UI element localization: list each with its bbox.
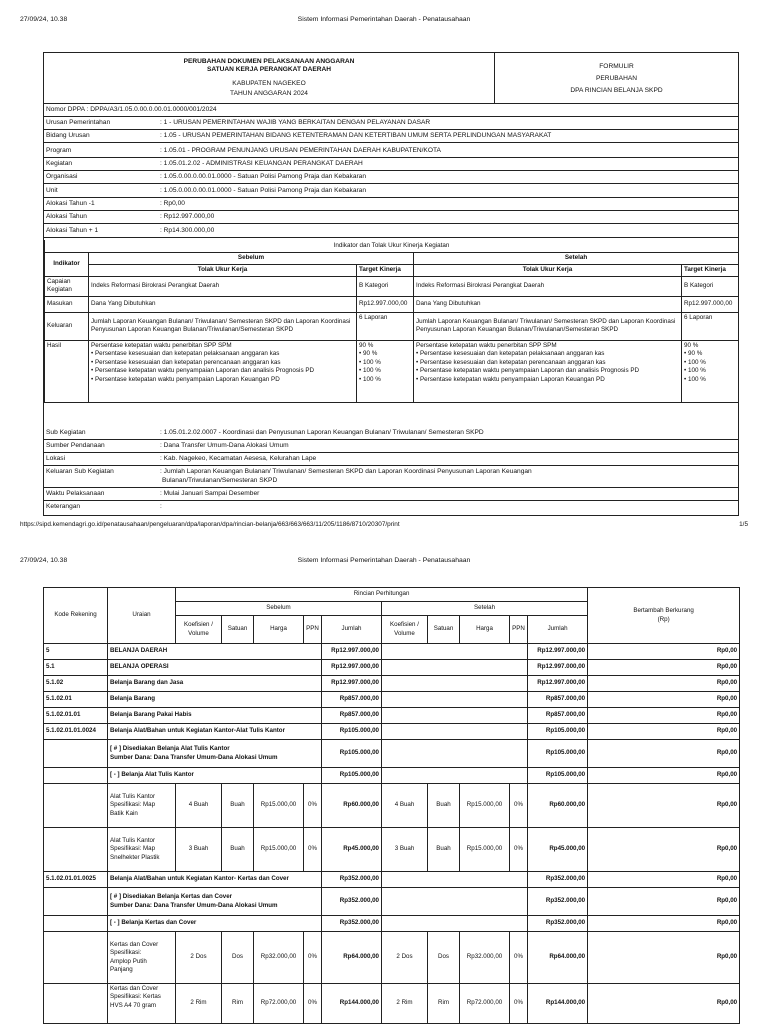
- sub-kegiatan: Sub Kegiatan : 1.05.01.2.02.0007 - Koordinasi dan Penyusunan Laporan Keuangan Bulanan/ Triwulanan/ Semesteran SKPD: [46, 429, 484, 436]
- keluaran-sub-kegiatan: Keluaran Sub Kegiatan : Jumlah Laporan Keuangan Bulanan/ Triwulanan/ Semesteran SKPD dan Laporan Koordinasi Penyusunan Laporan Keuangan: [46, 468, 532, 475]
- field-urusan: [46, 119, 431, 126]
- hasil-tolak-setelah: Persentase ketepatan waktu penerbitan SPP SPM • Persentase kesesuaian dan ketepatan pelaksanaan anggaran kas • Persentase kesesuaian dan ketepatan perencanaan anggaran kas • Persentase ketepatan waktu penyampaian Laporan dan analisis Prognosis PD • Persentase ketepatan waktu penyampaian Laporan Keuangan PD: [414, 340, 682, 402]
- table-row: [45, 296, 739, 312]
- print-datetime: 27/09/24, 10.38: [20, 16, 68, 23]
- site-title: Sistem Informasi Pemerintahan Daerah - Penatausahaan: [297, 557, 471, 564]
- col-tolak-setelah: Tolak Ukur Kerja: [414, 264, 682, 276]
- field-label: Kegiatan: [46, 160, 73, 167]
- col-kode: Kode Rekening: [44, 588, 108, 644]
- table-row: 5.1.02.01.01.0024 Belanja Alat/Bahan untuk Kegiatan Kantor-Alat Tulis Kantor Rp105.000,00 Rp105.000,00 Rp0,00: [44, 724, 740, 740]
- indikator-table: [44, 240, 739, 403]
- table-row: [45, 276, 739, 296]
- field-value: : 1 - URUSAN PEMERINTAHAN WAJIB YANG BERKAITAN DENGAN PELAYANAN DASAR: [160, 119, 431, 126]
- tolak-sebelum: Jumlah Laporan Keuangan Bulanan/ Triwulanan/ Semesteran SKPD dan Laporan Koordinasi Penyusunan Laporan Keuangan Bulanan/Triwulanan/Semesteran SKPD: [89, 312, 357, 340]
- tahun-anggaran: TAHUN ANGGARAN 2024: [230, 90, 308, 97]
- lokasi: Lokasi : Kab. Nagekeo, Kecamatan Aesesa, Kelurahan Lape: [46, 455, 317, 462]
- col-satuan: Satuan: [222, 616, 254, 644]
- kabupaten-name: KABUPATEN NAGEKEO: [232, 80, 306, 87]
- col-bertambah: Bertambah Berkurang (Rp): [588, 588, 740, 644]
- field-value: : 1.05.01.2.02 - ADMINISTRASI KEUANGAN PERANGKAT DAERAH: [160, 160, 363, 167]
- page-url[interactable]: https://sipd.kemendagri.go.id/penatausahaan/pengeluaran/dpa/laporan/dpa/rincian-belanja/663/663/663/11/205/1186/8710/20307/print: [20, 521, 400, 528]
- target-sebelum: 6 Laporan: [357, 312, 414, 340]
- tolak-sebelum: Indeks Reformasi Birokrasi Perangkat Daerah: [89, 276, 357, 296]
- target-setelah: B Kategori: [682, 276, 739, 296]
- field-value: : Rp14.300.000,00: [160, 227, 215, 234]
- table-row-sub: [ - ] Belanja Alat Tulis Kantor Rp105.000,00 Rp105.000,00 Rp0,00: [44, 768, 740, 784]
- table-row-item: Kertas dan Cover Spesifikasi: Amplop Putih Panjang 2 Dos Dos Rp32.000,00 0% Rp64.000,00 2 Dos Dos Rp32.000,00 0% Rp64.000,00 Rp0,00: [44, 932, 740, 984]
- table-row: 5 BELANJA DAERAH Rp12.997.000,00 Rp12.997.000,00 Rp0,00: [44, 644, 740, 660]
- col-setelah: Setelah: [382, 602, 588, 616]
- table-row-group-title: [ # ] Disediakan Belanja Alat Tulis Kantor Sumber Dana: Dana Transfer Umum-Dana Alokasi Umum Rp105.000,00 Rp105.000,00 Rp0,00: [44, 740, 740, 768]
- field-bidang-urusan: [46, 132, 552, 139]
- table-row-item: Alat Tulis Kantor Spesifikasi: Map Snelhekter Plastik 3 Buah Buah Rp15.000,00 0% Rp45.000,00 3 Buah Buah Rp15.000,00 0% Rp45.000,00 Rp0,00: [44, 828, 740, 872]
- target-setelah: 6 Laporan: [682, 312, 739, 340]
- field-value: : Rp12.997.000,00: [160, 213, 215, 220]
- table-row-sub: [ - ] Belanja Kertas dan Cover Rp352.000,00 Rp352.000,00 Rp0,00: [44, 916, 740, 932]
- field-organisasi: [46, 173, 367, 180]
- waktu-pelaksanaan: Waktu Pelaksanaan : Mulai Januari Sampai Desember: [46, 490, 260, 497]
- table-row-item: Kertas dan Cover Spesifikasi: Kertas HVS A4 70 gram 2 Rim Rim Rp72.000,00 0% Rp144.000,00 2 Rim Rim Rp72.000,00 0% Rp144.000,00 Rp0,00: [44, 984, 740, 1024]
- print-datetime: 27/09/24, 10.38: [20, 557, 68, 564]
- form-line2: PERUBAHAN: [595, 75, 638, 82]
- col-uraian: Uraian: [108, 588, 176, 644]
- hasil-target-setelah: 90 % • 90 % • 100 % • 100 % • 100 %: [682, 340, 739, 402]
- nomor-dppa: Nomor DPPA : DPPA/A3/1.05.0.00.0.00.01.0000/001/2024: [46, 106, 217, 113]
- target-sebelum: B Kategori: [357, 276, 414, 296]
- col-jumlah: Jumlah: [528, 616, 588, 644]
- col-harga: Harga: [254, 616, 304, 644]
- indikator-name: Hasil: [45, 340, 89, 402]
- page1-footer: [20, 521, 748, 531]
- col-sebelum: Sebelum: [89, 252, 414, 264]
- col-jumlah: Jumlah: [322, 616, 382, 644]
- page-number: 1/5: [739, 521, 748, 528]
- tolak-sebelum: Dana Yang Dibutuhkan: [89, 296, 357, 312]
- col-target-sebelum: Target Kinerja: [357, 264, 414, 276]
- field-label: Alokasi Tahun + 1: [46, 227, 99, 234]
- col-harga: Harga: [460, 616, 510, 644]
- field-alokasi-plus1: [46, 227, 215, 234]
- tolak-setelah: Jumlah Laporan Keuangan Bulanan/ Triwulanan/ Semesteran SKPD dan Laporan Koordinasi Penyusunan Laporan Keuangan Bulanan/Triwulanan/Semesteran SKPD: [414, 312, 682, 340]
- form-line3: DPA RINCIAN BELANJA SKPD: [570, 87, 663, 94]
- hasil-tolak-sebelum: Persentase ketepatan waktu penerbitan SPP SPM • Persentase kesesuaian dan ketepatan pelaksanaan anggaran kas • Persentase kesesuaian dan ketepatan perencanaan anggaran kas • Persentase ketepatan waktu penyampaian Laporan dan analisis Prognosis PD • Persentase ketepatan waktu penyampaian Laporan Keuangan PD: [89, 340, 357, 402]
- col-tolak-sebelum: Tolak Ukur Kerja: [89, 264, 357, 276]
- field-unit: [46, 187, 367, 194]
- col-setelah: Setelah: [414, 252, 739, 264]
- field-program: [46, 147, 441, 154]
- page1-header: [20, 16, 748, 28]
- target-sebelum: Rp12.997.000,00: [357, 296, 414, 312]
- field-label: Urusan Pemerintahan: [46, 119, 111, 126]
- table-row-item: Alat Tulis Kantor Spesifikasi: Map Batik Kain 4 Buah Buah Rp15.000,00 0% Rp60.000,00 4 Buah Buah Rp15.000,00 0% Rp60.000,00 Rp0,00: [44, 784, 740, 828]
- indikator-name: Masukan: [45, 296, 89, 312]
- table-row: 5.1.02 Belanja Barang dan Jasa Rp12.997.000,00 Rp12.997.000,00 Rp0,00: [44, 676, 740, 692]
- col-koef: Koefisien / Volume: [382, 616, 428, 644]
- table-row: [45, 312, 739, 340]
- field-value: : 1.05 - URUSAN PEMERINTAHAN BIDANG KETENTERAMAN DAN KETERTIBAN UMUM SERTA PERLINDUNGAN MASYARAKAT: [160, 132, 552, 139]
- field-label: Unit: [46, 187, 58, 194]
- col-ppn: PPN: [510, 616, 528, 644]
- indikator-name: Capaian Kegiatan: [45, 276, 89, 296]
- hasil-target-sebelum: 90 % • 90 % • 100 % • 100 % • 100 %: [357, 340, 414, 402]
- table-row: 5.1.02.01 Belanja Barang Rp857.000,00 Rp857.000,00 Rp0,00: [44, 692, 740, 708]
- table-row-hasil: [45, 340, 739, 402]
- field-value: : 1.05.01 - PROGRAM PENUNJANG URUSAN PEMERINTAHAN DAERAH KABUPATEN/KOTA: [160, 147, 441, 154]
- col-sebelum: Sebelum: [176, 602, 382, 616]
- table-row: 5.1.02.01.01 Belanja Barang Pakai Habis Rp857.000,00 Rp857.000,00 Rp0,00: [44, 708, 740, 724]
- col-koef: Koefisien / Volume: [176, 616, 222, 644]
- table-row: 5.1.02.01.01.0025 Belanja Alat/Bahan untuk Kegiatan Kantor- Kertas dan Cover Rp352.000,00 Rp352.000,00 Rp0,00: [44, 872, 740, 888]
- col-ppn: PPN: [304, 616, 322, 644]
- sumber-pendanaan: Sumber Pendanaan : Dana Transfer Umum-Dana Alokasi Umum: [46, 442, 289, 449]
- col-target-setelah: Target Kinerja: [682, 264, 739, 276]
- doc-title-line1: PERUBAHAN DOKUMEN PELAKSANAAN ANGGARAN: [183, 58, 355, 65]
- tolak-setelah: Dana Yang Dibutuhkan: [414, 296, 682, 312]
- field-value: : 1.05.0.00.0.00.01.0000 - Satuan Polisi Pamong Praja dan Kebakaran: [160, 173, 367, 180]
- table-row-group-title: [ # ] Disediakan Belanja Kertas dan Cover Sumber Dana: Dana Transfer Umum-Dana Alokasi Umum Rp352.000,00 Rp352.000,00 Rp0,00: [44, 888, 740, 916]
- field-kegiatan: [46, 160, 363, 167]
- field-alokasi-minus1: [46, 200, 185, 207]
- keterangan: Keterangan :: [46, 503, 162, 510]
- document-title-block: [44, 53, 495, 103]
- col-satuan: Satuan: [428, 616, 460, 644]
- field-value: : Rp0,00: [160, 200, 185, 207]
- field-label: Program: [46, 147, 72, 154]
- page2-header: [20, 557, 748, 569]
- rincian-table: [43, 587, 740, 1024]
- field-label: Alokasi Tahun -1: [46, 200, 95, 207]
- field-value: : 1.05.0.00.0.00.01.0000 - Satuan Polisi Pamong Praja dan Kebakaran: [160, 187, 367, 194]
- form-label-block: [495, 53, 738, 103]
- field-label: Alokasi Tahun: [46, 213, 87, 220]
- col-indikator: Indikator: [45, 252, 89, 276]
- table-row: 5.1 BELANJA OPERASI Rp12.997.000,00 Rp12.997.000,00 Rp0,00: [44, 660, 740, 676]
- col-rincian: Rincian Perhitungan: [176, 588, 588, 602]
- field-label: Bidang Urusan: [46, 132, 90, 139]
- dpa-document-box: [43, 52, 739, 516]
- doc-title-line2: SATUAN KERJA PERANGKAT DAERAH: [206, 66, 332, 73]
- tolak-setelah: Indeks Reformasi Birokrasi Perangkat Daerah: [414, 276, 682, 296]
- field-alokasi: [46, 213, 215, 220]
- indikator-name: Keluaran: [45, 312, 89, 340]
- field-label: Organisasi: [46, 173, 78, 180]
- target-setelah: Rp12.997.000,00: [682, 296, 739, 312]
- site-title: Sistem Informasi Pemerintahan Daerah - Penatausahaan: [297, 16, 471, 23]
- keluaran-sub-kegiatan-line2: Bulanan/Triwulanan/Semesteran SKPD: [162, 477, 278, 484]
- form-line1: FORMULIR: [599, 63, 634, 70]
- indikator-title: Indikator dan Tolak Ukur Kinerja Kegiatan: [45, 240, 739, 252]
